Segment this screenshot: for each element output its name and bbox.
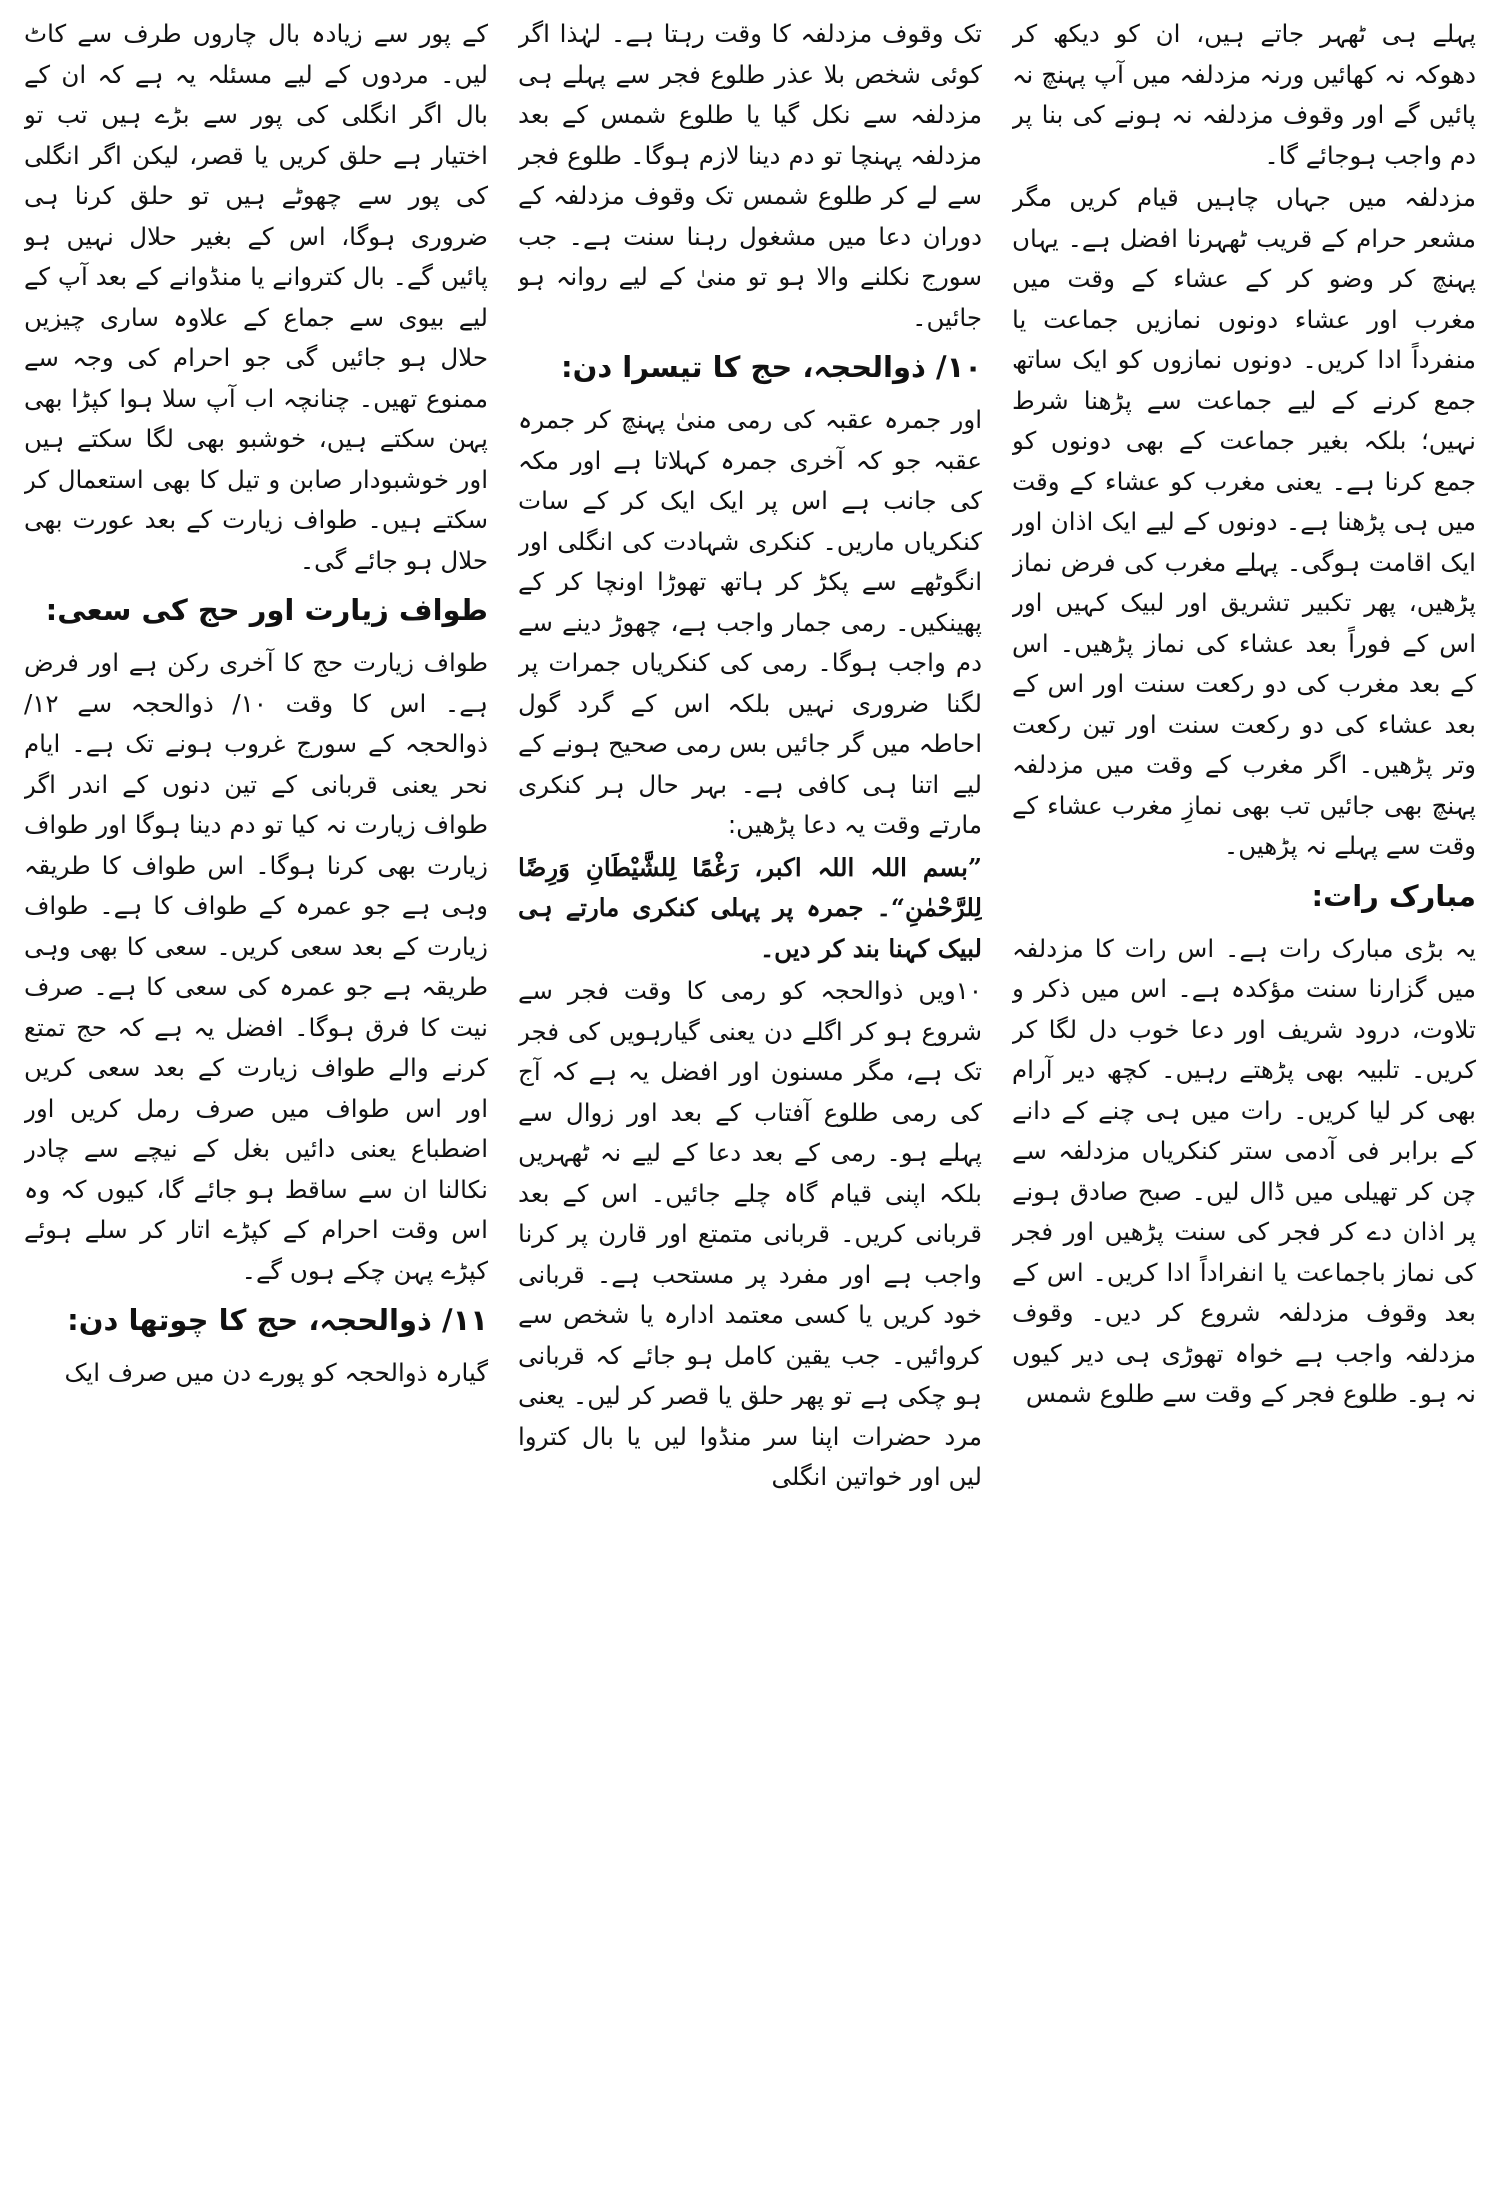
column-right (1012, 14, 1476, 2184)
section-heading: مبارک رات: (1311, 878, 1476, 913)
paragraph: گیارہ ذوالحجہ کو پورے دن میں صرف ایک (64, 1358, 488, 1387)
paragraph: تک وقوف مزدلفہ کا وقت رہتا ہے۔ لہٰذا اگر کوئی شخص بلا عذر طلوع فجر سے پہلے ہی مزدلفہ سے نکل گیا یا طلوع شمس کے بعد مزدلفہ پہنچا تو دم دینا لازم ہوگا۔ طلوع فجر سے لے کر طلوع شمس تک وقوف مزدلفہ کے دوران دعا میں مشغول رہنا سنت ہے۔ جب سورج نکلنے والا ہو تو منیٰ کے لیے روانہ ہو جائیں۔ (518, 19, 982, 332)
section-heading: ۱۰/ ذوالحجہ، حج کا تیسرا دن: (560, 350, 982, 384)
paragraph: طواف زیارت حج کا آخری رکن ہے اور فرض ہے۔ اس کا وقت ۱۰/ ذوالحجہ سے ۱۲/ ذوالحجہ کے سورج غروب ہونے تک ہے۔ ایام نحر یعنی قربانی کے تین دنوں کے اندر اگر طواف زیارت نہ کیا تو دم دینا ہوگا اور طواف زیارت بھی کرنا ہوگا۔ اس طواف کا طریقہ وہی ہے جو عمرہ کے طواف کا ہے۔ طواف زیارت کے بعد سعی کریں۔ سعی کا بھی وہی طریقہ ہے جو عمرہ کی سعی کا ہے۔ صرف نیت کا فرق ہوگا۔ افضل یہ ہے کہ حج تمتع کرنے والے طواف زیارت کے بعد سعی کریں اور اس طواف میں صرف رمل کریں اور اضطباع یعنی دائیں بغل کے نیچے سے چادر نکالنا ان سے ساقط ہو جائے گا، کیوں کہ وہ اس وقت احرام کے کپڑے اتار کر سلے ہوئے کپڑے پہن چکے ہوں گے۔ (24, 648, 488, 1285)
paragraph: مزدلفہ میں جہاں چاہیں قیام کریں مگر مشعر حرام کے قریب ٹھہرنا افضل ہے۔ یہاں پہنچ کر وضو کر کے عشاء کے وقت میں مغرب اور عشاء دونوں نمازیں جماعت یا منفرداً ادا کریں۔ دونوں نمازوں کو ایک ساتھ جمع کرنے کے لیے جماعت سے پڑھنا شرط نہیں؛ بلکہ بغیر جماعت کے بھی دونوں کو جمع کرنا ہے۔ یعنی مغرب کو عشاء کے وقت میں ہی پڑھنا ہے۔ دونوں کے لیے ایک اذان اور ایک اقامت ہوگی۔ پہلے مغرب کی فرض نماز پڑھیں، پھر تکبیر تشریق اور لبیک کہیں اور اس کے فوراً بعد عشاء کی نماز پڑھیں۔ اس کے بعد مغرب کی دو رکعت سنت اور اس کے بعد عشاء کی دو رکعت سنت اور تین رکعت وتر پڑھیں۔ اگر مغرب کے وقت میں مزدلفہ پہنچ بھی جائیں تب بھی نمازِ مغرب عشاء کے وقت سے پہلے نہ پڑھیں۔ (1012, 183, 1476, 860)
section-heading: طواف زیارت اور حج کی سعی: (45, 593, 488, 627)
paragraph: کے پور سے زیادہ بال چاروں طرف سے کاٹ لیں۔ مردوں کے لیے مسئلہ یہ ہے کہ ان کے بال اگر انگلی کی پور سے بڑے ہیں تب تو اختیار ہے حلق کریں یا قصر، لیکن اگر انگلی کی پور سے چھوٹے ہیں تو حلق کرنا ہی ضروری ہوگا، اس کے بغیر حلال نہیں ہو پائیں گے۔ بال کتروانے یا منڈوانے کے بعد آپ کے لیے بیوی سے جماع کے علاوہ ساری چیزیں حلال ہو جائیں گی جو احرام کی وجہ سے ممنوع تھیں۔ چنانچہ اب آپ سلا ہوا کپڑا بھی پہن سکتے ہیں، خوشبو بھی لگا سکتے ہیں اور خوشبودار صابن و تیل کا بھی استعمال کر سکتے ہیں۔ طواف زیارت کے بعد عورت بھی حلال ہو جائے گی۔ (24, 19, 488, 575)
paragraph: ۱۰ویں ذوالحجہ کو رمی کا وقت فجر سے شروع ہو کر اگلے دن یعنی گیارہویں کی فجر تک ہے، مگر مسنون اور افضل یہ ہے کہ آج کی رمی طلوع آفتاب کے بعد اور زوال سے پہلے ہو۔ رمی کے بعد دعا کے لیے نہ ٹھہریں بلکہ اپنی قیام گاہ چلے جائیں۔ اس کے بعد قربانی کریں۔ قربانی متمتع اور قارن پر کرنا واجب ہے اور مفرد پر مستحب ہے۔ قربانی خود کریں یا کسی معتمد ادارہ یا شخص سے کروائیں۔ جب یقین کامل ہو جائے کہ قربانی ہو چکی ہے تو پھر حلق یا قصر کر لیں۔ یعنی مرد حضرات اپنا سر منڈوا لیں یا بال کتروا لیں اور خواتین انگلی (518, 976, 982, 1491)
dua-text: ”بسم اللہ اللہ اکبر، رَغْمًا لِلشَّیْطَانِ وَرِضًا لِلرَّحْمٰنِ“۔ جمرہ پر پہلی کنکری مارتے ہی لبیک کہنا بند کر دیں۔ (518, 852, 982, 963)
section-heading: ۱۱/ ذوالحجہ، حج کا چوتھا دن: (67, 1303, 488, 1337)
paragraph: یہ بڑی مبارک رات ہے۔ اس رات کا مزدلفہ میں گزارنا سنت مؤکدہ ہے۔ اس میں ذکر و تلاوت، درود شریف اور دعا خوب دل لگا کر کریں۔ تلبیہ بھی پڑھتے رہیں۔ کچھ دیر آرام بھی کر لیا کریں۔ رات میں ہی چنے کے دانے کے برابر فی آدمی ستر کنکریاں مزدلفہ سے چن کر تھیلی میں ڈال لیں۔ صبح صادق ہونے پر اذان دے کر فجر کی سنت پڑھیں اور فجر کی نماز باجماعت یا انفراداً ادا کریں۔ اس کے بعد وقوف مزدلفہ شروع کر دیں۔ وقوف مزدلفہ واجب ہے خواہ تھوڑی ہی دیر کیوں نہ ہو۔ طلوع فجر کے وقت سے طلوع شمس (1012, 933, 1476, 1408)
paragraph: پہلے ہی ٹھہر جاتے ہیں، ان کو دیکھ کر دھوکہ نہ کھائیں ورنہ مزدلفہ میں آپ پہنچ نہ پائیں گے اور وقوف مزدلفہ نہ ہونے کی بنا پر دم واجب ہوجائے گا۔ (1012, 19, 1476, 170)
paragraph: اور جمرہ عقبہ کی رمی منیٰ پہنچ کر جمرہ عقبہ جو کہ آخری جمرہ کہلاتا ہے اور مکہ کی جانب ہے اس پر ایک ایک کر کے سات کنکریاں ماریں۔ کنکری شہادت کی انگلی اور انگوٹھے سے پکڑ کر ہاتھ تھوڑا اونچا کر کے پھینکیں۔ رمی جمار واجب ہے، چھوڑ دینے سے دم واجب ہوگا۔ رمی کی کنکریاں جمرات پر لگنا ضروری نہیں بلکہ اس کے گرد گول احاطہ میں گر جائیں بس رمی صحیح ہونے کے لیے اتنا ہی کافی ہے۔ بہر حال ہر کنکری مارتے وقت یہ دعا پڑھیں: (518, 405, 982, 839)
column-middle (518, 14, 982, 2184)
column-left (24, 14, 488, 2184)
